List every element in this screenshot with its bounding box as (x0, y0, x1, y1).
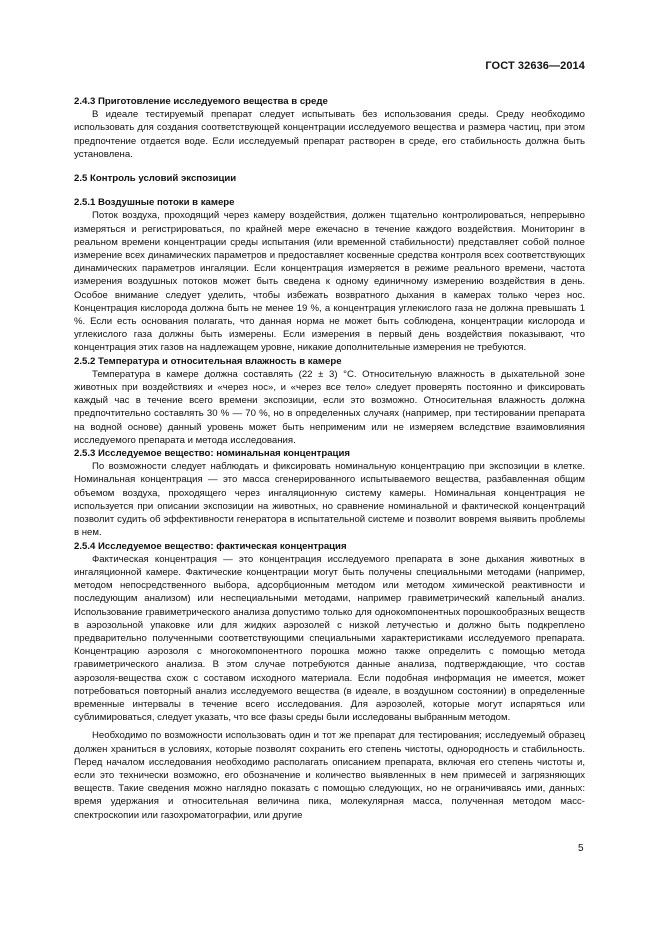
paragraph-2-5-4: Фактическая концентрация — это концентрация исследуемого препарата в зоне дыхания животных в ингаляционной камере. Фактические концентрации могут быть получены специальными методами (например, методом непосредственного выбора, адсорбционным методом или методом химической реактивности и последующим анализом) или неспециальными методами, например гравиметрический капельный анализ. Использование гравиметрического анализа допустимо только для однокомпонентных порошкообразных веществ в аэрозольной упаковке или для жидких аэрозолей с низкой летучестью и должно быть подкреплено предварительно полученными соответствующими специальными характеристиками исследуемого препарата. Концентрацию аэрозоля с многокомпонентного порошка можно также определить с помощью метода гравиметрического анализа. В этом случае потребуются данные анализа, подтверждающие, что состав аэрозоля-вещества схож с составом исходного материала. Если подобная информация не имеется, может потребоваться повторный анализ исследуемого вещества (в идеале, в воздушном состоянии) в определенные временные интервалы в течение всего исследования. Для аэрозолей, которые могут испаряться или сублимироваться, следует указать, что все фазы среды были исследованы выбранным методом. (74, 553, 585, 724)
paragraph-2-5-2: Температура в камере должна составлять (22 ± 3) °С. Относительную влажность в дыхательной зоне животных при воздействиях и «через нос», и «через все тело» следует проверять постоянно и фиксировать каждый час в течение всего времени экспозиции, если это возможно. Относительная влажность должна предпочтительно составлять 30 % — 70 %, но в определенных случаях (например, при тестировании препарата на водной основе) данный уровень может быть неприменим или не измеряем вследствие взаимовлияния исследуемого препарата и метода исследования. (74, 368, 585, 446)
document-standard-id: ГОСТ 32636—2014 (485, 60, 585, 72)
page-content (74, 95, 585, 822)
heading-2-5-3: 2.5.3 Исследуемое вещество: номинальная концентрация (74, 448, 350, 460)
paragraph-2-5-4-continued: Необходимо по возможности использовать один и тот же препарат для тестирования; исследуемый образец должен храниться в условиях, которые позволят сохранить его степень чистоты, однородность и стабильность. Перед началом исследования необходимо располагать описанием препарата, включая его степень чистоты и, если это технически возможно, его обозначение и количество выявленных в нем примесей и загрязняющих веществ. Такие сведения можно наглядно показать с помощью следующих, но не ограничиваясь ими, данных: время удержания и относительная величина пика, молекулярная масса, полученная методом масс-спектроскопии или газохроматографии, или другие (74, 730, 585, 821)
heading-2-5-2: 2.5.2 Температура и относительная влажность в камере (74, 355, 342, 367)
heading-2-5-4: 2.5.4 Исследуемое вещество: фактическая концентрация (74, 540, 347, 552)
paragraph-2-5-1: Поток воздуха, проходящий через камеру воздействия, должен тщательно контролироваться, непрерывно измеряться и регистрироваться, по крайней мере ежечасно в течение каждого воздействия. Мониторинг в реальном времени концентрации среды испытания (или временной стабильности) представляет собой полное измерение всех динамических параметров и предоставляет косвенные средства контроля всех соответствующих динамических параметров ингаляции. Если концентрация измеряется в режиме реального времени, частота измерения воздушных потоков может быть сведена к одному единичному измерению воздействия в день. Особое внимание следует уделить, чтобы избежать возвратного дыхания в камерах только через нос. Концентрация кислорода должна быть не менее 19 %, а концентрация углекислого газа не должна превышать 1 %. Если есть основания полагать, что данная норма не может быть соблюдена, концентрации кислорода и углекислого газа должны быть измерены. Если измерения в первый день воздействия показывают, что концентрация этих газов на надлежащем уровне, никакие дополнительные измерения не требуются. (74, 210, 585, 354)
paragraph-2-4-3: В идеале тестируемый препарат следует испытывать без использования среды. Среду необходимо использовать для создания соответствующей концентрации исследуемого вещества и размера частиц, при этом предпочтение отдается воде. Если исследуемый препарат растворен в среде, его стабильность должна быть установлена. (74, 109, 585, 160)
heading-2-4-3: 2.4.3 Приготовление исследуемого вещества в среде (74, 96, 328, 107)
paragraph-2-5-3: По возможности следует наблюдать и фиксировать номинальную концентрацию при экспозиции в клетке. Номинальная концентрация — это масса сгенерированного испытываемого вещества, разбавленная общим объемом воздуха, проходящего через ингаляционную систему камеры. Номинальная концентрация не используется при описании экспозиции на животных, но сравнение номинальной и фактической концентраций позволит судить об эффективности генератора в испытательной системе и позволит вовремя выявить проблемы в нем. (74, 461, 585, 539)
heading-2-5: 2.5 Контроль условий экспозиции (74, 173, 237, 185)
page-number: 5 (578, 843, 584, 854)
heading-2-5-1: 2.5.1 Воздушные потоки в камере (74, 197, 235, 209)
